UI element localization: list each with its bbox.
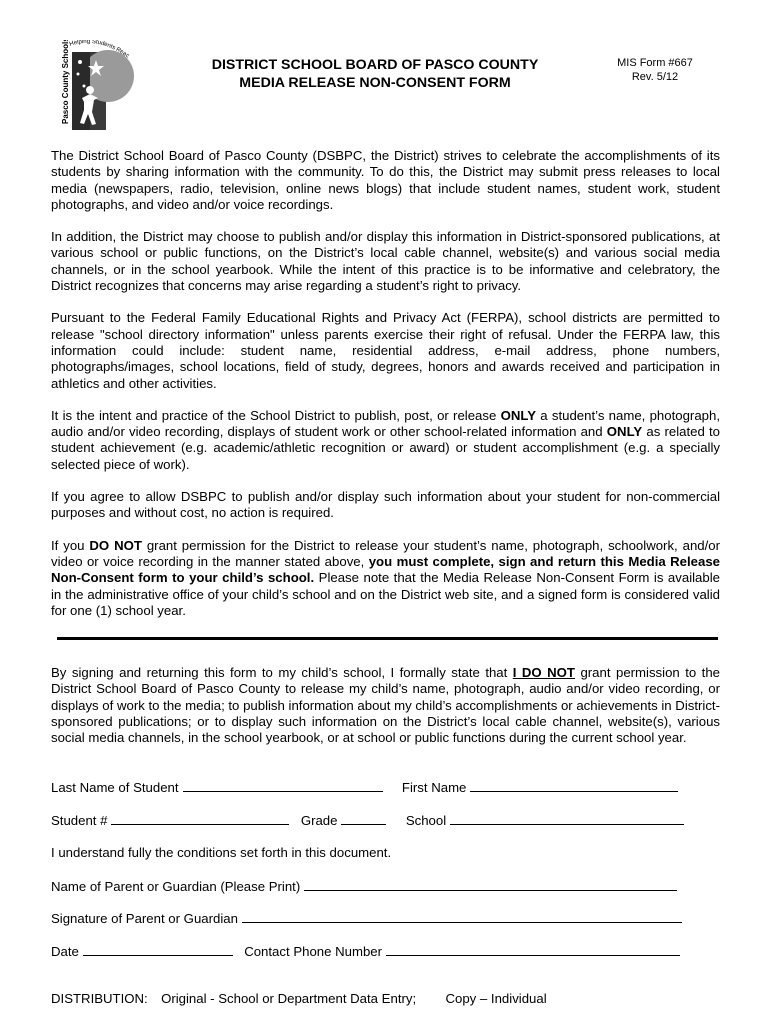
row-date-phone bbox=[51, 943, 680, 960]
paragraph-intent: It is the intent and practice of the School District to publish, post, or release ONLY a student’s name, photograph, audio and/or video recording, displays of student work or other school-related information and ONLY as related to student achievement (e.g. academic/athletic recognition or award) or student accomplishment (e.g. a specially selected piece of work). bbox=[51, 407, 720, 472]
paragraph-do-not: If you DO NOT grant permission for the District to release your student’s name, photograph, schoolwork, and/or video or voice recording in the manner stated above, you must complete, sign and return this Media Release Non-Consent form to your child’s school. Please note that the Media Release Non-Consent Form is available in the administrative office of your child’s school and on the District web site, and a signed form is considered valid for one (1) school year. bbox=[51, 537, 720, 618]
first-name-label: First Name bbox=[401, 780, 467, 795]
distribution-copy: Copy – Individual bbox=[445, 991, 547, 1006]
phone-label: Contact Phone Number bbox=[244, 944, 383, 959]
row-signature bbox=[51, 910, 682, 927]
row-parent-name bbox=[51, 878, 677, 895]
paragraph-publications: In addition, the District may choose to publish and/or display this information in District-sponsored publications, at various school or public functions, on the District’s local cable channel, website(s) and various social media channels, or in the school yearbook. While the intent of this practice is to be informative and celebratory, the District recognizes that concerns may arise regarding a student’s right to privacy. bbox=[51, 229, 720, 294]
signature-label: Signature of Parent or Guardian bbox=[51, 911, 238, 926]
revision: Rev. 5/12 bbox=[631, 71, 679, 83]
distribution-label: DISTRIBUTION: bbox=[51, 991, 148, 1006]
parent-name-field[interactable] bbox=[304, 878, 677, 891]
pasco-county-schools-logo bbox=[58, 40, 138, 132]
divider bbox=[57, 637, 718, 640]
consent-statement: By signing and returning this form to my child’s school, I formally state that I DO NOT grant permission to the District School Board of Pasco County to release my child’s name, photograph, audio and/or video recording, or displays of work to the media; to publish information about my child’s accomplishments or achievements in District-sponsored publications; or to display such information on the District’s local cable channel, website(s), various social media channels, in the school yearbook, or at school or public functions during the current school year. bbox=[51, 665, 720, 746]
title-line-2: MEDIA RELEASE NON-CONSENT FORM bbox=[239, 75, 511, 91]
form-number: MIS Form #667 bbox=[617, 57, 693, 69]
do-not-emphasis: I DO NOT bbox=[512, 665, 575, 680]
student-number-field[interactable] bbox=[111, 812, 289, 825]
paragraph-intro: The District School Board of Pasco County (DSBPC, the District) strives to celebrate the accomplishments of its students by sharing information with the community. To do this, the District may submit press releases to local media (newspapers, radio, television, online news blogs) that include student names, student work, student photographs, and video and/or voice recordings. bbox=[51, 148, 720, 212]
school-label: School bbox=[405, 813, 447, 828]
first-name-field[interactable] bbox=[470, 779, 678, 792]
form-title bbox=[170, 56, 580, 92]
distribution-original: Original - School or Department Data Entry; bbox=[161, 991, 417, 1006]
date-label: Date bbox=[51, 944, 79, 959]
form-number-block bbox=[605, 56, 705, 84]
row-student-info bbox=[51, 812, 684, 829]
parent-name-label: Name of Parent or Guardian (Please Print) bbox=[51, 879, 301, 894]
signature-field[interactable] bbox=[242, 910, 682, 923]
phone-field[interactable] bbox=[386, 943, 680, 956]
paragraph-ferpa: Pursuant to the Federal Family Educational Rights and Privacy Act (FERPA), school districts are permitted to release "school directory information" unless parents exercise their right of refusal. Under the FERPA law, this information could include: student name, residential address, e-mail address, phone numbers, photographs/images, school locations, field of study, degrees, honors and awards received and participation in athletics and other activities. bbox=[51, 310, 720, 391]
last-name-label: Last Name of Student bbox=[51, 780, 179, 795]
distribution-line bbox=[51, 991, 547, 1006]
svg-text:Pasco County Schools: Pasco County Schools bbox=[61, 40, 70, 124]
grade-label: Grade bbox=[300, 813, 338, 828]
last-name-field[interactable] bbox=[183, 779, 383, 792]
grade-field[interactable] bbox=[341, 812, 386, 825]
date-field[interactable] bbox=[83, 943, 233, 956]
title-line-1: DISTRICT SCHOOL BOARD OF PASCO COUNTY bbox=[211, 57, 539, 73]
student-number-label: Student # bbox=[51, 813, 108, 828]
school-field[interactable] bbox=[450, 812, 684, 825]
paragraph-agree: If you agree to allow DSBPC to publish and/or display such information about your student for non-commercial purposes and without cost, no action is required. bbox=[51, 489, 720, 521]
form-body bbox=[51, 148, 720, 635]
svg-text:Helping Students Reach Their H: Helping Students Reac bbox=[68, 40, 131, 60]
row-names bbox=[51, 779, 678, 796]
understand-statement: I understand fully the conditions set forth in this document. bbox=[51, 845, 392, 860]
